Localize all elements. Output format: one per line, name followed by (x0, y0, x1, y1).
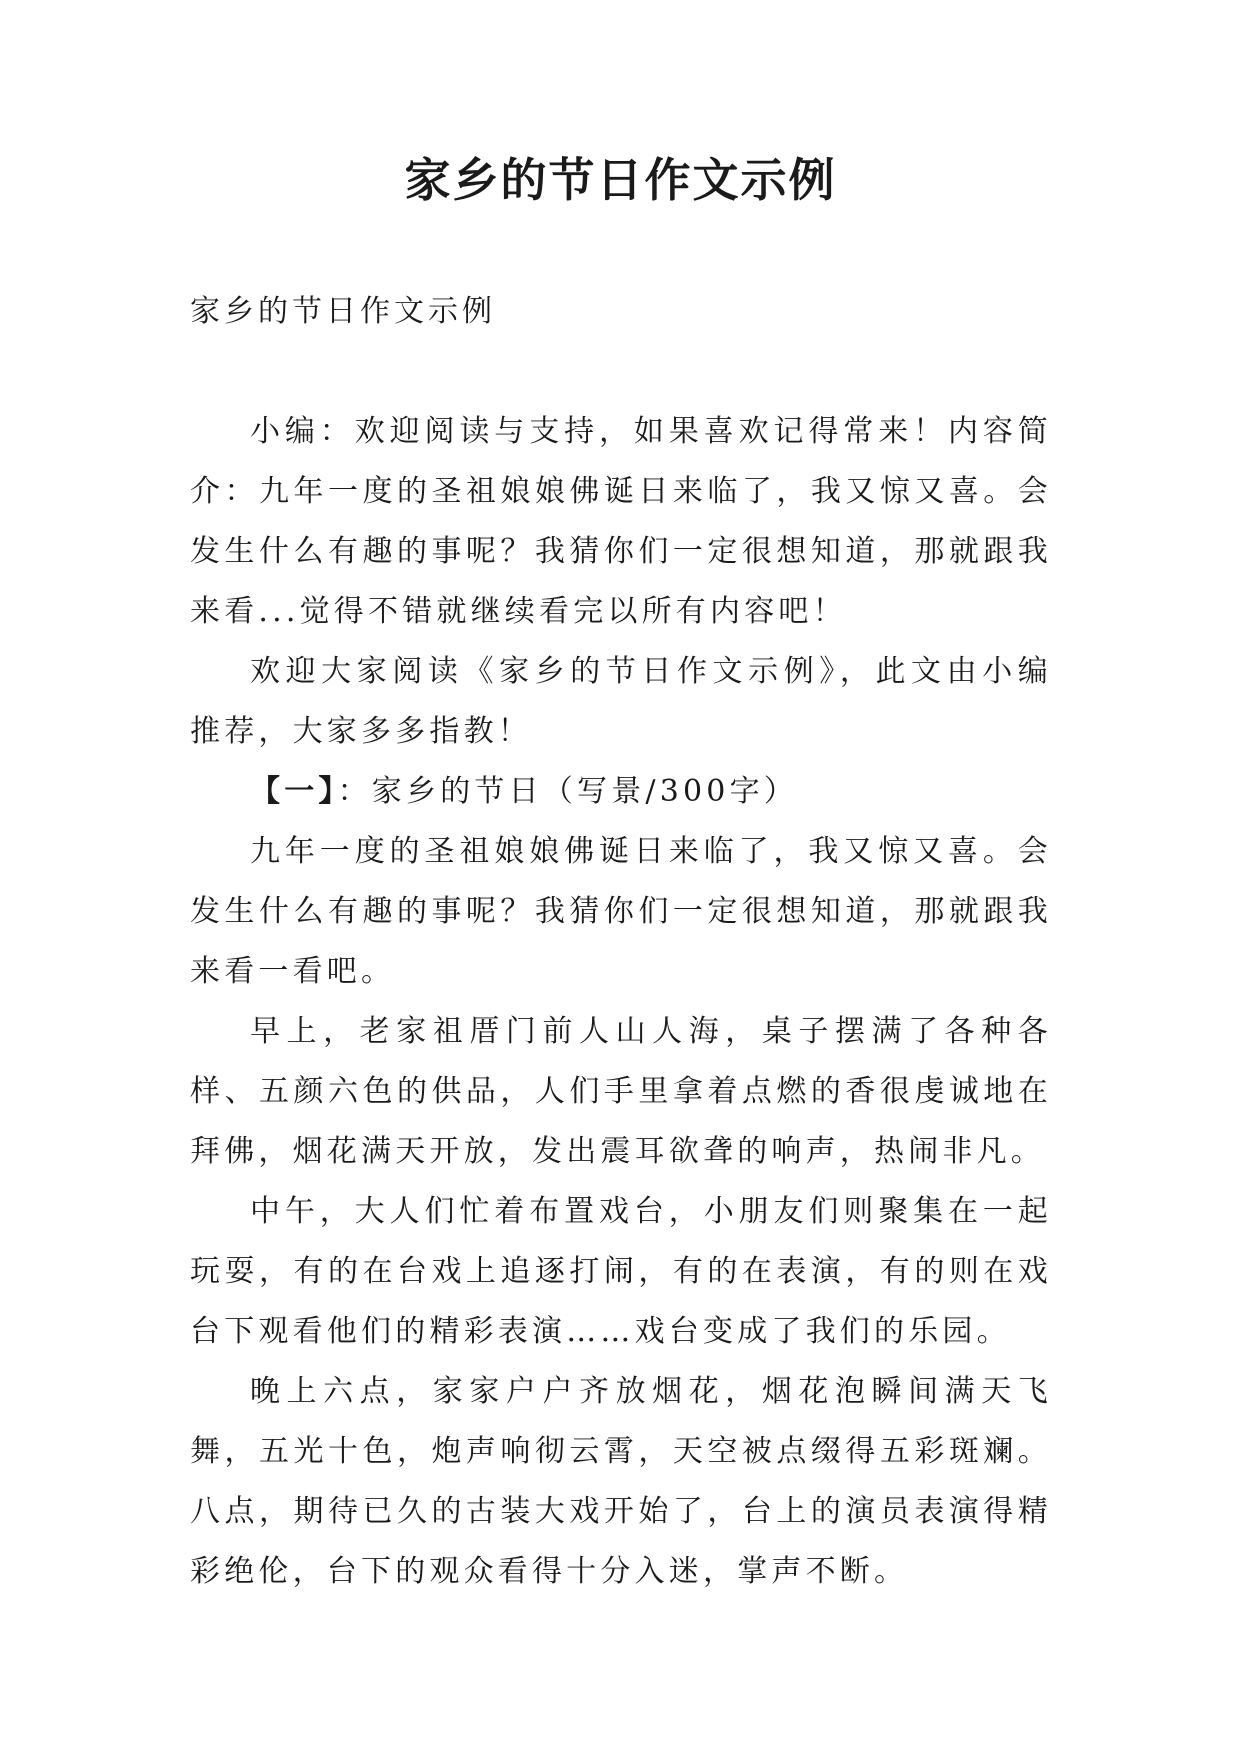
section-number: 【一】 (250, 774, 338, 809)
welcome-paragraph: 欢迎大家阅读《家乡的节日作文示例》，此文由小编推荐，大家多多指教！ (190, 654, 1052, 749)
essay-paragraph: 九年一度的圣祖娘娘佛诞日来临了，我又惊又喜。会发生什么有趣的事呢？我猜你们一定很想知道，那就跟我来看一看吧。 (190, 834, 1052, 989)
document-subtitle: 家乡的节日作文示例 (190, 294, 496, 329)
essay-paragraph: 中午，大人们忙着布置戏台，小朋友们则聚集在一起玩耍，有的在台戏上追逐打闹，有的在表演，有的则在戏台下观看他们的精彩表演……戏台变成了我们的乐园。 (190, 1194, 1052, 1349)
essay-paragraph: 晚上六点，家家户户齐放烟花，烟花泡瞬间满天飞舞，五光十色，炮声响彻云霄，天空被点缀得五彩斑斓。八点，期待已久的古装大戏开始了，台上的演员表演得精彩绝伦，台下的观众看得十分入迷，掌声不断。 (190, 1374, 1052, 1589)
section-heading-text: ：家乡的节日（写景/300字） (337, 774, 798, 809)
document-body (190, 402, 1052, 1602)
section-heading (190, 762, 1052, 822)
intro-paragraph: 小编：欢迎阅读与支持，如果喜欢记得常来！内容简介：九年一度的圣祖娘娘佛诞日来临了，我又惊又喜。会发生什么有趣的事呢？我猜你们一定很想知道，那就跟我来看...觉得不错就继续看完以所有内容吧！ (190, 414, 1052, 629)
essay-paragraph: 早上，老家祖厝门前人山人海，桌子摆满了各种各样、五颜六色的供品，人们手里拿着点燃的香很虔诚地在拜佛，烟花满天开放，发出震耳欲聋的响声，热闹非凡。 (190, 1014, 1052, 1169)
page-title: 家乡的节日作文示例 (404, 153, 837, 207)
